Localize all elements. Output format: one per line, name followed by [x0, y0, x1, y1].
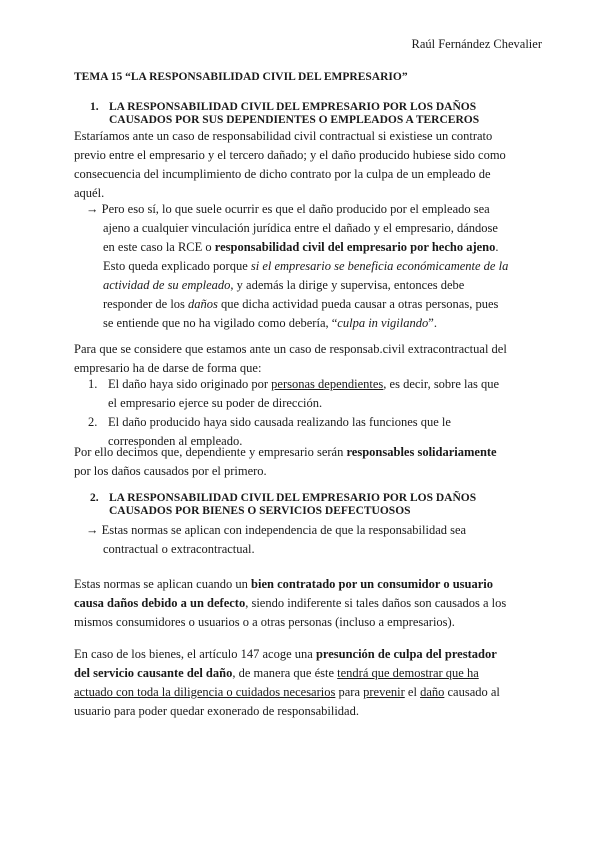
section2-heading-line1: LA RESPONSABILIDAD CIVIL DEL EMPRESARIO POR LOS DAÑOS: [109, 492, 477, 504]
text-line: → Pero eso sí, lo que suele ocurrir es que el daño producido por el empleado sea: [86, 202, 490, 216]
author-name: Raúl Fernández Chevalier: [411, 37, 542, 51]
text-line: Esto queda explicado porque si el empresario se beneficia económicamente de la: [103, 259, 509, 273]
underlined-word: daño: [420, 685, 445, 699]
bold-term: del servicio causante del daño: [74, 666, 233, 680]
bold-term: bien contratado por un consumidor o usuario: [251, 577, 493, 591]
italic-phrase: actividad de su empleado: [103, 278, 231, 292]
italic-word: daños: [188, 297, 218, 311]
conditions-intro: [74, 340, 534, 378]
section2-heading: [90, 492, 476, 518]
text-line: usuario para poder quedar exonerado de responsabilidad.: [74, 704, 359, 718]
text-line: del servicio causante del daño, de manera que éste tendrá que demostrar que ha: [74, 666, 479, 680]
text-line: Estas normas se aplican cuando un bien contratado por un consumidor o usuario: [74, 577, 493, 591]
section1-heading-line1: LA RESPONSABILIDAD CIVIL DEL EMPRESARIO POR LOS DAÑOS: [109, 101, 477, 113]
list-item: 1. El daño haya sido originado por personas dependientes, es decir, sobre las que el empresario ejerce su poder de dirección.: [88, 377, 500, 410]
conditions-list: [88, 375, 538, 451]
section1-heading: [90, 101, 479, 127]
underlined-term: personas dependientes: [271, 377, 384, 391]
text-line: causa daños debido a un defecto, siendo indiferente si tales daños son causados a los: [74, 596, 507, 610]
section1-heading-line2: CAUSADOS POR SUS DEPENDIENTES O EMPLEADOS A TERCEROS: [109, 114, 480, 126]
bold-term: responsables solidariamente: [346, 445, 497, 459]
section2-number: 2.: [90, 492, 99, 504]
italic-phrase: si el empresario se beneficia económicamente de la: [250, 259, 509, 273]
section2-paragraph-1: [74, 575, 534, 632]
document-title: TEMA 15 “LA RESPONSABILIDAD CIVIL DEL EMPRESARIO”: [74, 71, 408, 83]
italic-phrase: culpa in vigilando: [337, 316, 429, 330]
underlined-word: prevenir: [363, 685, 405, 699]
section2-heading-line2: CAUSADOS POR BIENES O SERVICIOS DEFECTUOSOS: [109, 505, 411, 517]
text-line: actuado con toda la diligencia o cuidados necesarios para prevenir el daño causado al: [74, 685, 500, 699]
text-line: → Estas normas se aplican con independencia de que la responsabilidad sea: [86, 523, 467, 537]
text-line: Por ello decimos que, dependiente y empresario serán responsables solidariamente: [74, 445, 497, 459]
underlined-phrase: tendrá que demostrar que ha: [337, 666, 479, 680]
section2-paragraph-2: [74, 645, 534, 721]
text-line: Para que se considere que estamos ante un caso de responsab.civil extracontractual del: [74, 342, 507, 356]
section1-conclusion: [74, 443, 534, 481]
bold-term: causa daños debido a un defecto: [74, 596, 246, 610]
text-line: actividad de su empleado, y además la dirige y supervisa, entonces debe: [103, 278, 465, 292]
section1-arrow-block: [86, 200, 536, 333]
text-line: por los daños causados por el primero.: [74, 464, 267, 478]
text-line: ajeno a cualquier vinculación jurídica entre el dañado y el empresario, dándose: [103, 221, 498, 235]
text-line: se entiende que no ha vigilado como debería, “culpa in vigilando”.: [103, 316, 437, 330]
text-line: responder de los daños que dicha actividad pueda causar a otras personas, pues: [103, 297, 499, 311]
section1-intro: [74, 127, 534, 203]
text-line: contractual o extracontractual.: [103, 542, 255, 556]
text-line: aquél.: [74, 186, 105, 200]
text-line: En caso de los bienes, el artículo 147 acoge una presunción de culpa del prestador: [74, 647, 497, 661]
section1-number: 1.: [90, 101, 99, 113]
text-line: empresario ha de darse de forma que:: [74, 361, 262, 375]
underlined-phrase: actuado con toda la diligencia o cuidados necesarios: [74, 685, 336, 699]
bold-term: responsabilidad civil del empresario por hecho ajeno: [214, 240, 496, 254]
text-line: Estaríamos ante un caso de responsabilidad civil contractual si existiese un contrato: [74, 129, 493, 143]
section2-arrow-block: [86, 521, 536, 559]
bold-term: presunción de culpa del prestador: [315, 647, 497, 661]
text-line: previo entre el empresario y el tercero dañado; y el daño producido hubiese sido como: [74, 148, 506, 162]
list-item: 2. El daño producido haya sido causada realizando las funciones que le corresponden al empleado.: [88, 415, 451, 448]
text-line: consecuencia del incumplimiento de dicho contrato por la culpa de un empleado de: [74, 167, 491, 181]
text-line: mismos consumidores o usuarios o a otras personas (incluso a empresarios).: [74, 615, 455, 629]
text-line: en este caso la RCE o responsabilidad civil del empresario por hecho ajeno.: [103, 240, 499, 254]
